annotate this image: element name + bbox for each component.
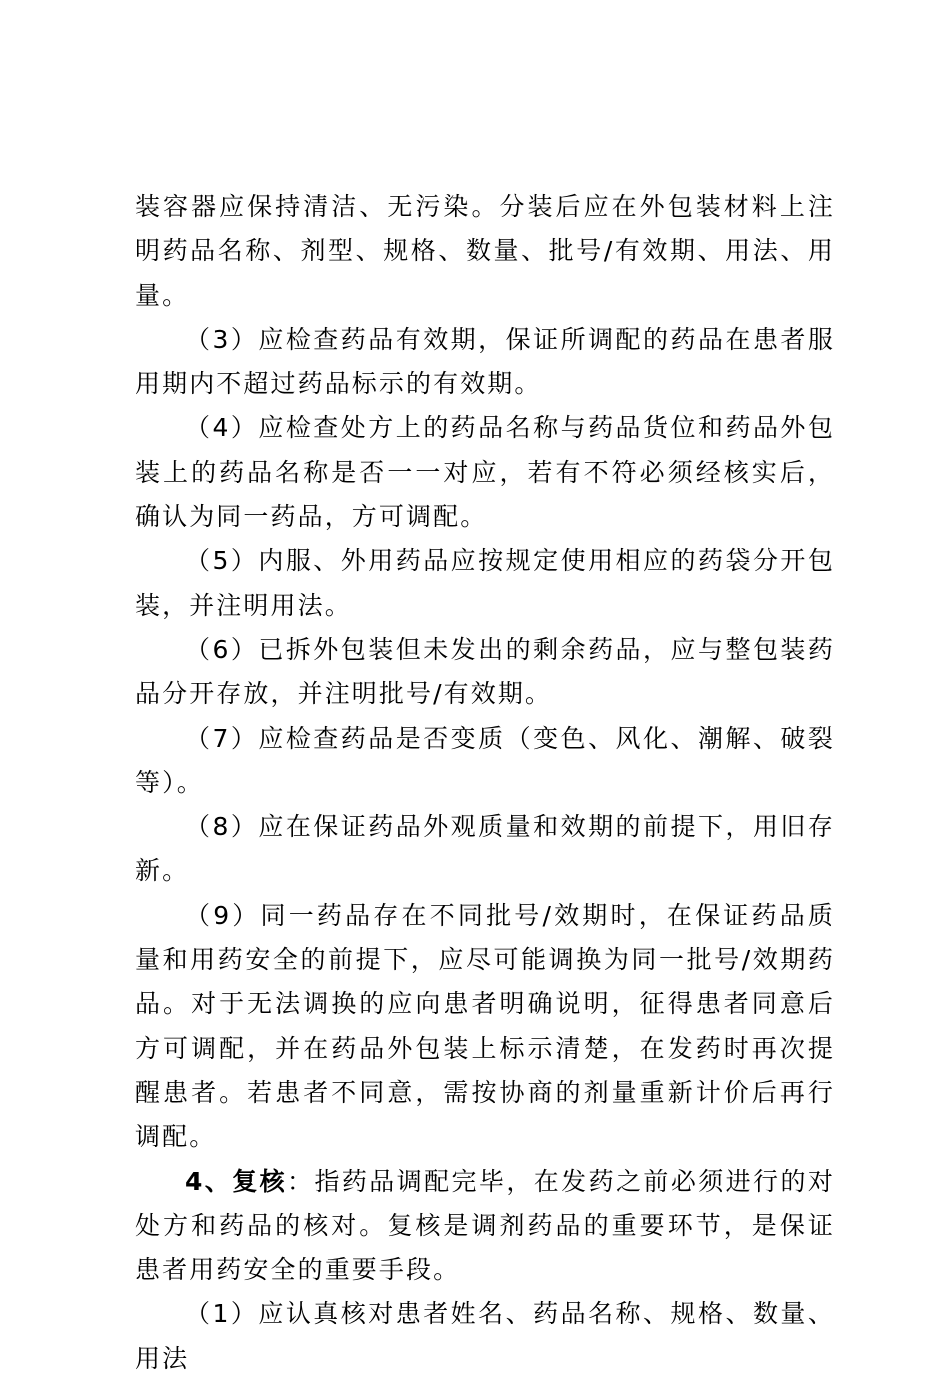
paragraph-review-item-1: [135, 1292, 835, 1381]
paragraph-section-4-review: [135, 1160, 835, 1293]
paragraph-item-4-name-check: [135, 406, 835, 539]
paragraph-text: （8）应在保证药品外观质量和效期的前提下，用旧存新。: [135, 812, 835, 886]
paragraph-text: （6）已拆外包装但未发出的剩余药品，应与整包装药品分开存放，并注明批号/有效期。: [135, 634, 835, 709]
paragraph-text: ：指药品调配完毕，在发药之前必须进行的对处方和药品的核对。复核是调剂药品的重要环节，是保证患者用药安全的重要手段。: [135, 1166, 835, 1285]
paragraph-item-7-deterioration: [135, 717, 835, 806]
section-heading: 4、复核: [185, 1166, 288, 1196]
paragraph-text: （5）内服、外用药品应按规定使用相应的药袋分开包装，并注明用法。: [135, 546, 835, 620]
paragraph-item-5-packaging: [135, 539, 835, 628]
paragraph-text: （1）应认真核对患者姓名、药品名称、规格、数量、用法: [135, 1299, 835, 1373]
paragraph-text: （7）应检查药品是否变质（变色、风化、潮解、破裂等）。: [135, 723, 835, 797]
paragraph-dispensing-container: [135, 185, 835, 318]
paragraph-text: 装容器应保持清洁、无污染。分装后应在外包装材料上注明药品名称、剂型、规格、数量、批号/有效期、用法、用量。: [135, 192, 835, 310]
document-body: [135, 185, 835, 1381]
paragraph-text: （9）同一药品存在不同批号/效期时，在保证药品质量和用药安全的前提下，应尽可能调换为同一批号/效期药品。对于无法调换的应向患者明确说明，征得患者同意后方可调配，并在药品外包装上标示清楚，在发药时再次提醒患者。若患者不同意，需按协商的剂量重新计价后再行调配。: [135, 900, 835, 1152]
paragraph-text: （3）应检查药品有效期，保证所调配的药品在患者服用期内不超过药品标示的有效期。: [135, 324, 835, 399]
paragraph-text: （4）应检查处方上的药品名称与药品货位和药品外包装上的药品名称是否一一对应，若有不符必须经核实后，确认为同一药品，方可调配。: [135, 413, 835, 532]
paragraph-item-8-first-in-first-out: [135, 805, 835, 894]
paragraph-item-6-opened-packages: [135, 628, 835, 717]
paragraph-item-9-batch-numbers: [135, 894, 835, 1160]
paragraph-item-3-expiry-check: [135, 318, 835, 407]
